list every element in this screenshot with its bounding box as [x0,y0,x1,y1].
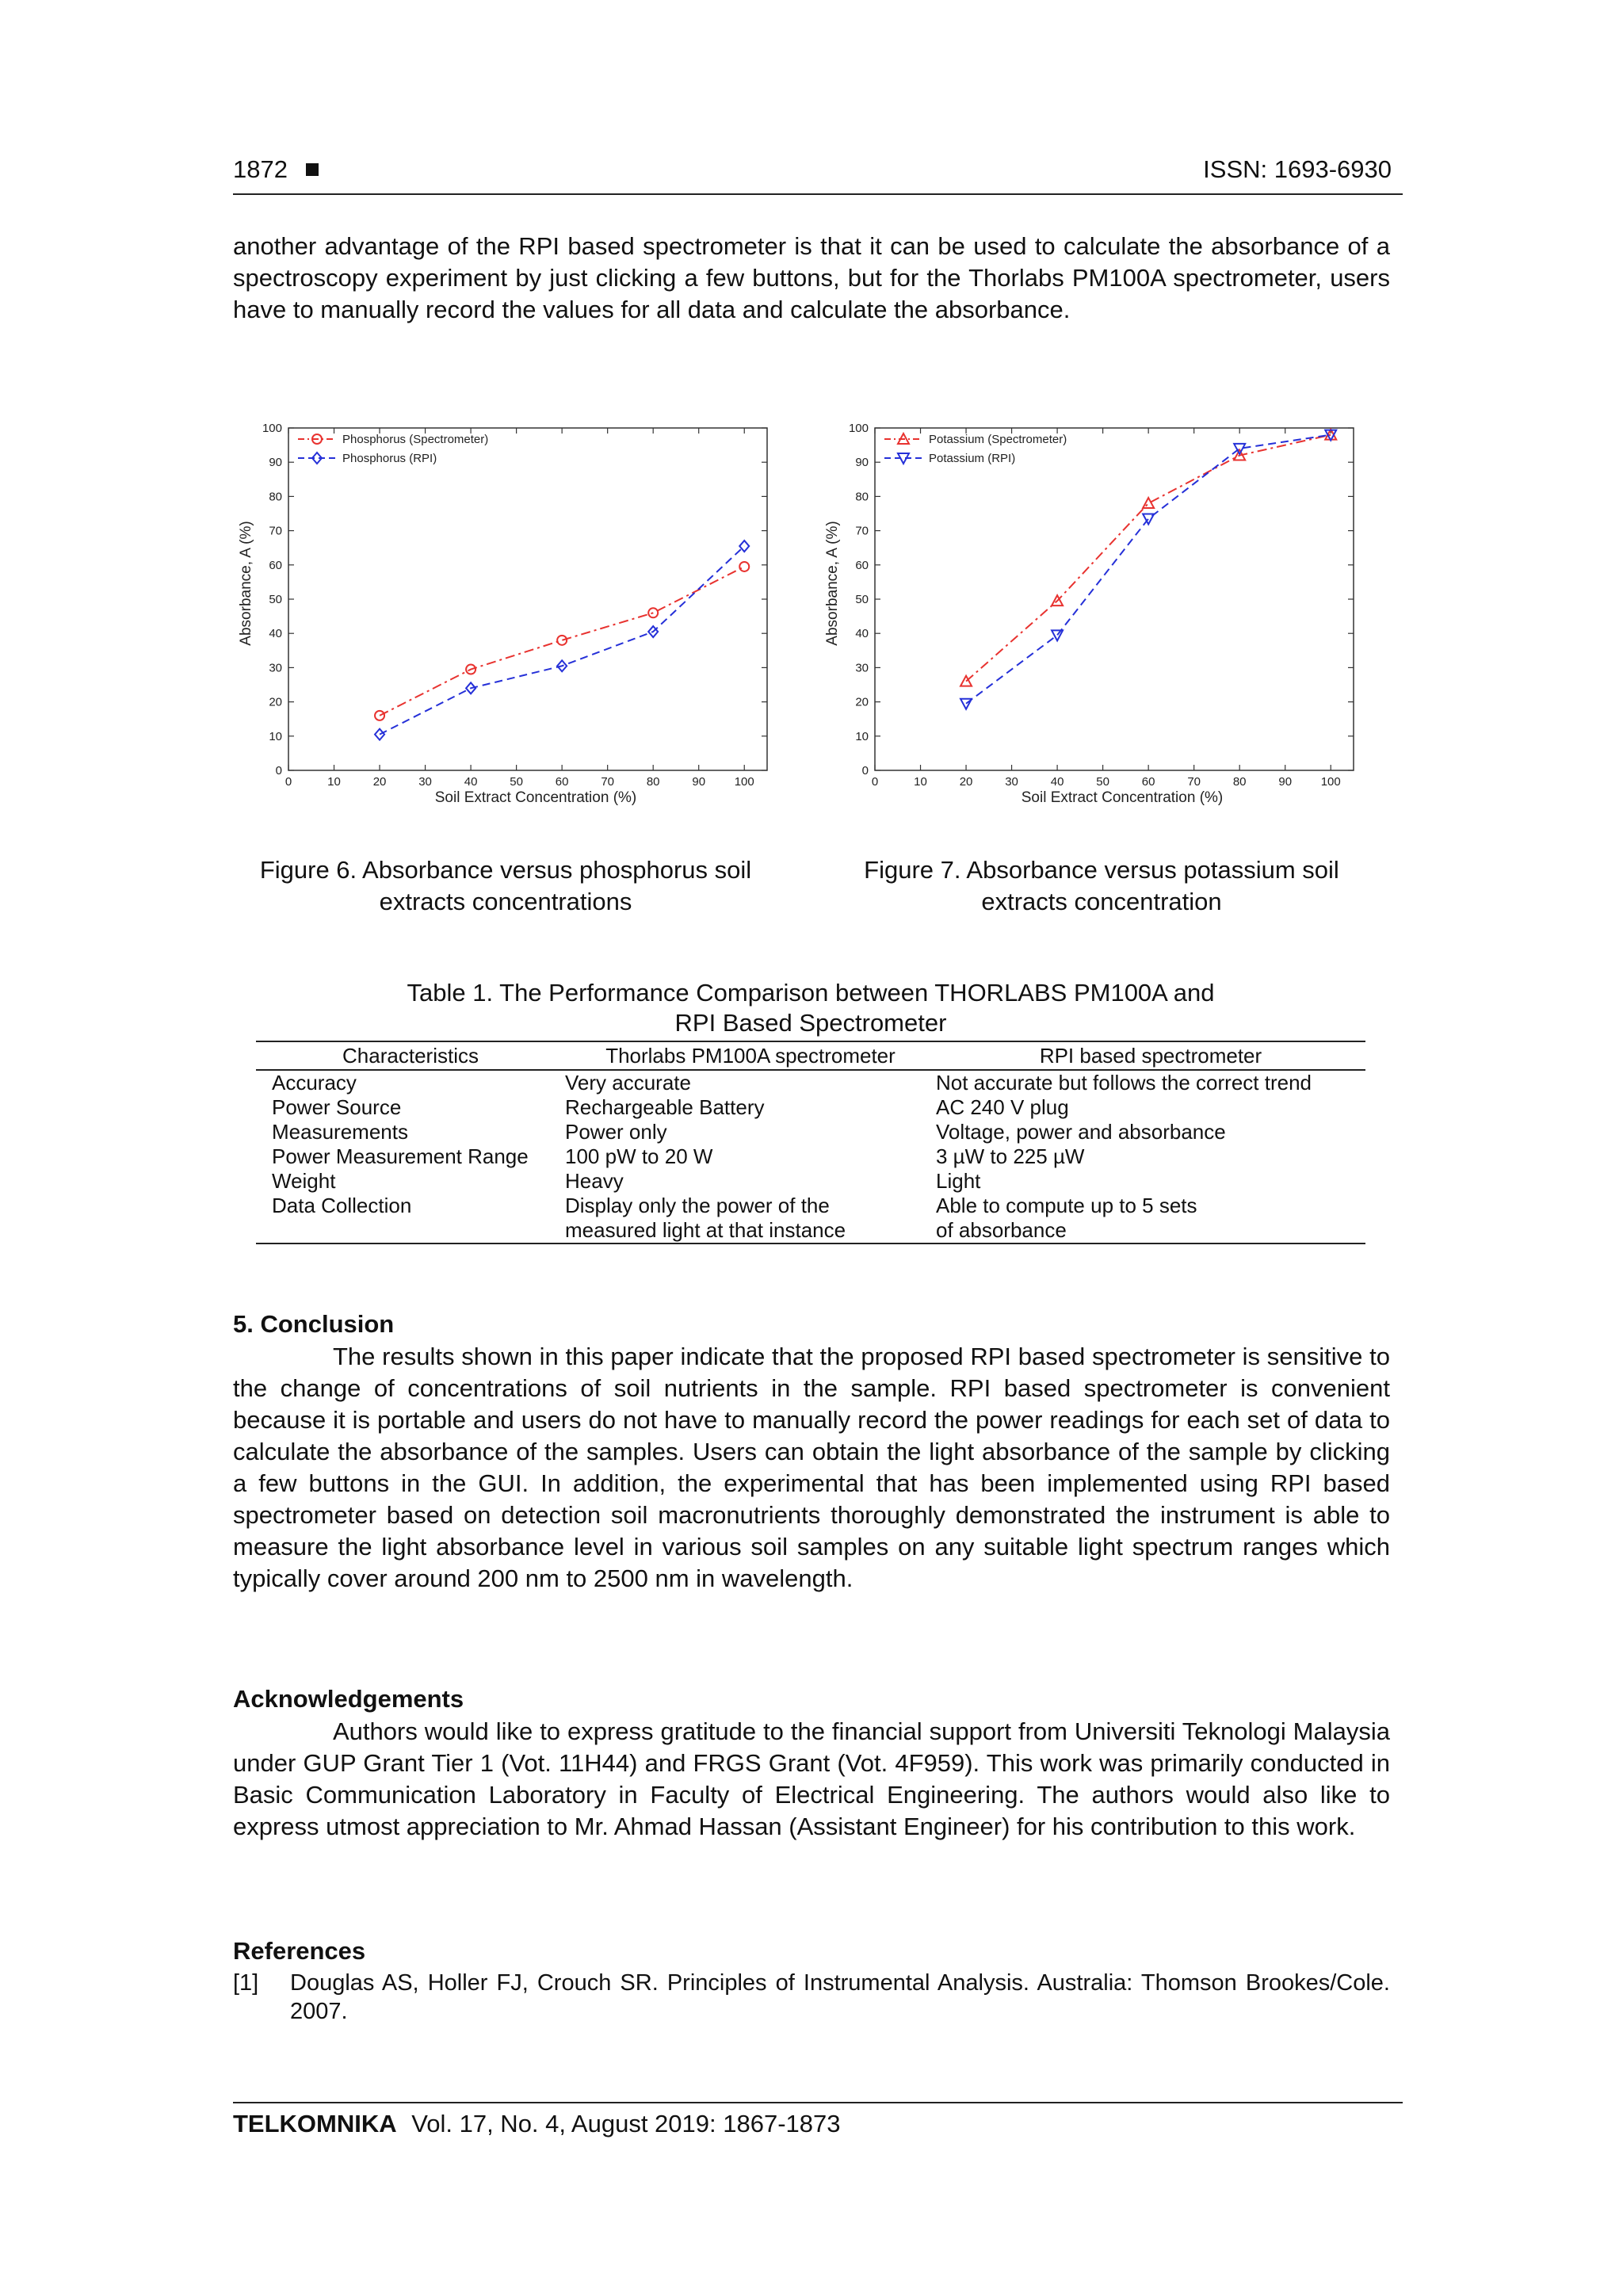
figure-7-caption: Figure 7. Absorbance versus potassium soil extracts concentration [864,856,1339,915]
x-tick-label: 20 [372,775,387,789]
y-tick-label: 70 [855,524,869,538]
acknowledgements-paragraph: Authors would like to express gratitude to the financial support from Universiti Teknologi Malaysia under GUP Grant Tier 1 (Vot. 11H44) and FRGS Grant (Vot. 4F959). This work was primarily conducted in Basic Communication Laboratory in Faculty of Electrical Engineering. The authors would also like to express utmost appreciation to Mr. Ahmad Hassan (Assistant Engineer) for his contribution to this work. [233,1717,1390,1840]
table-header-row [256,1041,1365,1070]
table-cell: Heavy [565,1169,624,1193]
x-tick-label: 70 [1187,775,1201,789]
reference-number: [1] [233,1970,259,1996]
table-cell: Rechargeable Battery [565,1095,765,1119]
figure-7 [816,420,1387,836]
table-cell: Measurements [272,1120,408,1144]
table-cell: Not accurate but follows the correct trend [936,1071,1312,1095]
y-axis-label: Absorbance, A (%) [238,521,254,646]
x-tick-label: 10 [914,775,927,789]
intro-paragraph: another advantage of the RPI based spectrometer is that it can be used to calculate the absorbance of a spectroscopy experiment by just clicking a few buttons, but for the Thorlabs PM100A spectrometer, users have to manually record the values for all data and calculate the absorbance. [233,232,1390,323]
y-axis-label: Absorbance, A (%) [824,521,841,646]
table-cell: AC 240 V plug [936,1095,1069,1119]
y-tick-label: 30 [855,661,869,675]
conclusion-paragraph: The results shown in this paper indicate that the proposed RPI based spectrometer is sensitive to the change of concentrations of soil nutrients in the sample. RPI based spectrometer is convenient because it is portable and users do not have to manually record the power readings for each set of data to calculate the absorbance of the samples. Users can obtain the light absorbance of the sample by clicking a few buttons in the GUI. In addition, the experimental that has been implemented using RPI based spectrometer based on detection soil macronutrients thoroughly demonstrated the instrument is able to measure the light absorbance level in various soil samples on any suitable light spectrum ranges which typically cover around 200 nm to 2500 nm in wavelength. [233,1343,1390,1592]
citation: Vol. 17, No. 4, August 2019: 1867-1873 [411,2110,841,2137]
table-cell: 100 pW to 20 W [565,1144,713,1168]
x-tick-label: 80 [1232,775,1247,789]
footer [233,2110,840,2138]
table-caption: Table 1. The Performance Comparison between THORLABS PM100A and RPI Based Spectrometer [407,979,1215,1037]
references-title: References [233,1937,366,1965]
table-cell: Accuracy [272,1071,357,1095]
y-tick-label: 20 [269,695,282,709]
y-tick-label: 90 [269,456,282,470]
y-tick-label: 30 [269,661,282,675]
table-cell: 3 µW to 225 µW [936,1144,1085,1168]
table-cell: Power Measurement Range [272,1144,529,1168]
x-tick-label: 30 [418,775,432,789]
x-tick-label: 50 [510,775,523,789]
figure-6-caption: Figure 6. Absorbance versus phosphorus soil extracts concentrations [259,856,752,915]
table-header: RPI based spectrometer [936,1041,1365,1070]
x-tick-label: 90 [1278,775,1293,789]
legend-label: Potassium (RPI) [929,452,1016,465]
x-tick-label: 20 [959,775,973,789]
x-tick-label: 50 [1096,775,1109,789]
y-tick-label: 20 [855,695,869,709]
y-tick-label: 70 [269,524,282,538]
footer-rule [233,2102,1403,2103]
table-cell: Voltage, power and absorbance [936,1120,1226,1144]
page-number: 1872 [233,155,319,184]
y-tick-label: 90 [855,456,869,470]
x-tick-label: 40 [464,775,478,789]
figure-6 [230,420,800,836]
y-tick-label: 60 [855,558,869,572]
x-tick-label: 10 [327,775,341,789]
table-row [256,1095,1365,1120]
x-tick-label: 80 [646,775,660,789]
x-tick-label: 100 [734,775,754,789]
table-cell: Power only [565,1120,667,1144]
table-row [256,1169,1365,1194]
table-cell: Power Source [272,1095,402,1119]
y-tick-label: 100 [262,422,282,435]
issn: ISSN: 1693-6930 [1203,155,1392,183]
table-cell: Data Collection [256,1194,565,1244]
y-tick-label: 40 [855,627,869,641]
table-cell: Weight [272,1169,336,1193]
x-axis-label: Soil Extract Concentration (%) [1021,789,1224,806]
x-tick-label: 0 [285,775,292,789]
table-cell: Light [936,1169,981,1193]
x-tick-label: 0 [871,775,879,789]
acknowledgements-title: Acknowledgements [233,1685,464,1713]
x-tick-label: 60 [555,775,569,789]
y-tick-label: 50 [269,593,282,606]
legend-label: Phosphorus (Spectrometer) [342,433,489,446]
plot-area [288,428,767,770]
table-header: Thorlabs PM100A spectrometer [565,1041,936,1070]
y-tick-label: 10 [269,729,282,743]
table-row [256,1144,1365,1169]
comparison-table [256,1041,1365,1244]
phosphorus-chart [230,420,800,832]
y-tick-label: 50 [855,593,869,606]
table-header: Characteristics [256,1041,565,1070]
table-row [256,1120,1365,1144]
x-tick-label: 100 [1320,775,1341,789]
legend-label: Phosphorus (RPI) [342,452,437,465]
table-cell: Very accurate [565,1071,691,1095]
journal-name: TELKOMNIKA [233,2110,397,2137]
x-tick-label: 60 [1141,775,1155,789]
x-tick-label: 70 [601,775,615,789]
reference-item [233,1969,1390,2026]
y-tick-label: 60 [269,558,282,572]
y-tick-label: 0 [861,764,869,777]
y-tick-label: 80 [855,490,869,504]
legend-label: Potassium (Spectrometer) [929,433,1067,446]
reference-text: Douglas AS, Holler FJ, Crouch SR. Principles of Instrumental Analysis. Australia: Thomson Brookes/Cole. 2007. [290,1970,1390,2024]
y-tick-label: 40 [269,627,282,641]
y-tick-label: 100 [848,422,869,435]
x-axis-label: Soil Extract Concentration (%) [434,789,637,806]
x-tick-label: 90 [692,775,706,789]
table-cell: Display only the power of the measured light at that instance [565,1194,936,1244]
y-tick-label: 0 [275,764,282,777]
table-row [256,1194,1365,1244]
square-bullet-icon [306,163,319,176]
table-row [256,1070,1365,1095]
conclusion-title: 5. Conclusion [233,1310,395,1338]
x-tick-label: 40 [1050,775,1064,789]
table-cell: Able to compute up to 5 sets of absorbance [936,1194,1365,1244]
y-tick-label: 10 [855,729,869,743]
header-rule [233,193,1403,195]
plot-area [875,428,1354,770]
y-tick-label: 80 [269,490,282,504]
potassium-chart [816,420,1387,832]
x-tick-label: 30 [1005,775,1018,789]
